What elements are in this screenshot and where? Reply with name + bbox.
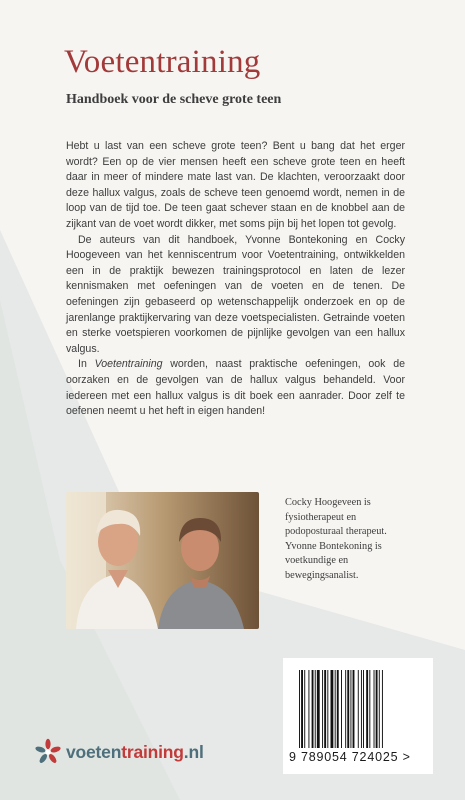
authors-caption: [285, 496, 415, 583]
book-title: Voetentraining: [64, 44, 261, 80]
blurb-paragraph-2: De auteurs van dit handboek, Yvonne Bontekoning en Cocky Hoogeveen van het kenniscentrum voor Voetentraining, ontwikkelden een in de praktijk bewezen trainingsprotocol en laten de lezer kennismaken met oefeningen van de voeten en de tenen. De oefeningen zijn gebaseerd op wetenschappelijk onderzoek en op de jarenlange praktijkervaring van deze voetspecialisten. Getrainde voeten en sterke voetspieren voorkomen de pijnlijke gevolgen van een hallux valgus.: [66, 233, 405, 355]
caption-author-2: Yvonne Bontekoning is voetkundige en bewegingsanalist.: [285, 540, 382, 581]
blurb: [66, 139, 405, 420]
blurb-paragraph-3: In Voetentraining worden, naast praktische oefeningen, ook de oorzaken en de gevolgen van de hallux valgus behandeld. Voor iedereen met een hallux valgus is dit boek een aanrader. Door zelf te oefenen neemt u het heft in eigen handen!: [66, 358, 405, 418]
flower-logo-icon: [33, 737, 63, 767]
authors-photo: [66, 492, 259, 629]
book-subtitle: Handboek voor de scheve grote teen: [66, 92, 282, 107]
barcode-bars: [299, 670, 415, 748]
caption-author-1: Cocky Hoogeveen is fysiotherapeut en podoposturaal therapeut.: [285, 497, 387, 537]
blurb-italic-title: Voetentraining: [94, 358, 163, 371]
isbn-number: 9 789054 724025 >: [289, 750, 411, 764]
publisher-logo-text: voetentraining.nl: [66, 741, 204, 762]
publisher-logo: [33, 737, 204, 767]
blurb-paragraph-1: Hebt u last van een scheve grote teen? Bent u bang dat het erger wordt? Een op de vier mensen heeft een scheve grote teen en heeft daar in meer of mindere mate last van. De klachten, veroorzaakt door deze hallux valgus, zoals de scheve teen genoemd wordt, nemen in de loop van de tijd toe. De teen gaat schever staan en de knobbel aan de zijkant van de voet wordt dikker, met soms pijn bij het lopen tot gevolg.: [66, 140, 405, 230]
isbn-barcode: [283, 658, 433, 774]
